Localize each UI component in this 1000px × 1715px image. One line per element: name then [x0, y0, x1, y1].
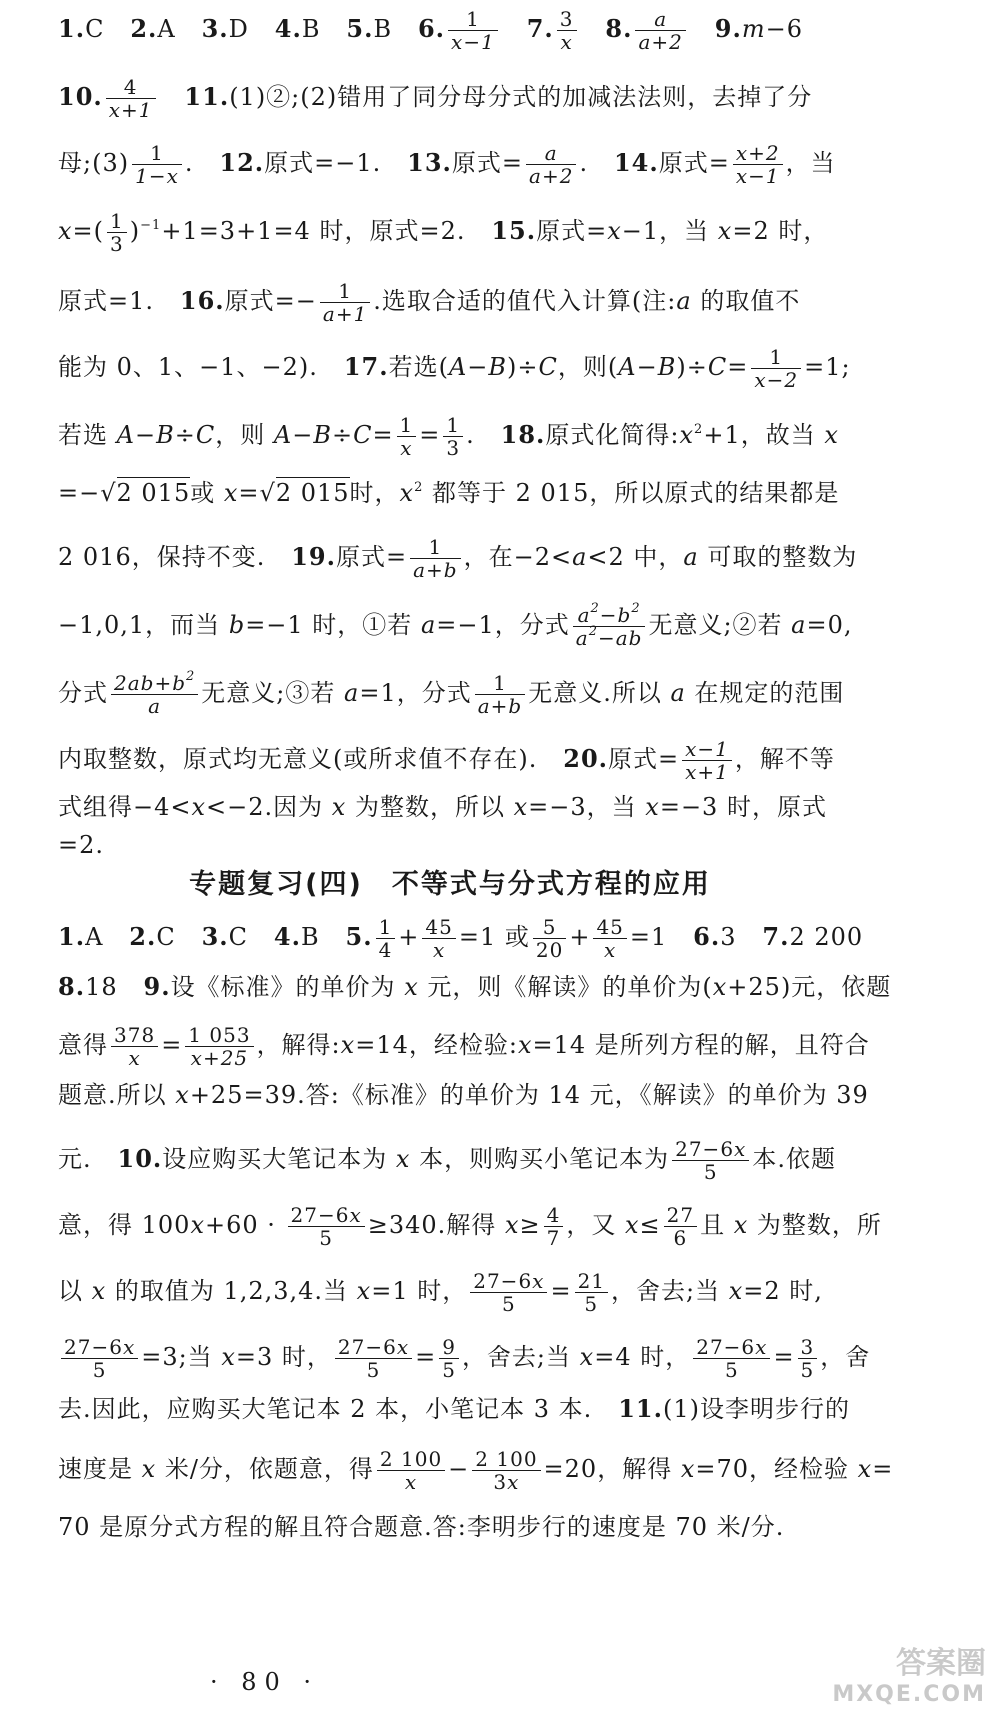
text-line: =2.: [58, 831, 105, 859]
text-line: 2 016，保持不变. 19.原式= $\frac{1}{a+b}$ ，在−2<a<2 中，a 可取的整数为: [58, 535, 858, 582]
section-title: 专题复习(四) 不等式与分式方程的应用: [189, 869, 711, 900]
text-line: 1.C 2.A 3.D 4.B 5.B 6. $\frac{1}{x-1}$ 7. $\frac{3}{x}$ 8. $\frac{a}{a+2}$ 9.m−6: [58, 7, 803, 54]
text-line: 意，得 100x+60 · $\frac{27-6x}{5}$ ≥340.解得 x≥ $\frac{4}{7}$ ，又 x≤ $\frac{27}{6}$ 且 x 为整数，所: [58, 1203, 882, 1250]
text-line: 母;(3) $\frac{1}{1-x}$ . 12.原式=−1. 13.原式= $\frac{a}{a+2}$ . 14.原式= $\frac{x+2}{x-1}$ ，当: [58, 141, 836, 188]
text-line: 若选 A−B÷C，则 A−B÷C= $\frac{1}{x}$ = $\frac{1}{3}$ . 18.原式化简得$:x^2+1$，故当 x: [58, 413, 839, 460]
text-line: −1,0,1，而当 b=−1 时，①若 a=−1，分式 $\frac{a^2-b^2}{a^2-ab}$ 无意义;②若 a=0,: [58, 601, 853, 650]
text-line: 8.18 9.设《标准》的单价为 x 元，则《解读》的单价为(x+25)元，依题: [58, 972, 892, 1001]
text-line: 1.A 2.C 3.C 4.B 5. $\frac{1}{4}$ + $\frac{45}{x}$ =1 或 $\frac{5}{20}$ + $\frac{45}{x}$ =1 6.3 7.2 200: [58, 915, 864, 962]
page-number: · 80 ·: [210, 1668, 320, 1696]
watermark-url: MXQE.COM: [832, 1682, 986, 1707]
text-line: 去.因此，应购买大笔记本 2 本，小笔记本 3 本. 11.(1)设李明步行的: [58, 1394, 850, 1423]
text-line: 70 是原分式方程的解且符合题意.答:李明步行的速度是 70 米/分.: [58, 1513, 785, 1541]
text-line: =−√2 015或 x=√2 015时，$x^2$ 都等于 2 015，所以原式的结果都是: [58, 479, 840, 507]
text-line: 10. $\frac{4}{x+1}$ 11.(1)②;(2)错用了同分母分式的加减法法则，去掉了分: [58, 75, 813, 122]
watermark-text: 答案圈: [896, 1646, 986, 1681]
text-line: 意得 $\frac{378}{x}$ = $\frac{1 053}{x+25}$ ，解得:x=14，经检验:x=14 是所列方程的解，且符合: [58, 1023, 870, 1070]
text-line: 速度是 x 米/分，依题意，得 $\frac{2 100}{x}$ − $\frac{2 100}{3x}$ =20，解得 x=70，经检验 x=: [58, 1447, 894, 1494]
text-line: x=( $\frac{1}{3}$ )$^{-1}$+1=3+1=4 时，原式=2. 15.原式=x−1，当 x=2 时，: [58, 209, 829, 256]
text-line: 内取整数，原式均无意义(或所求值不存在). 20.原式= $\frac{x-1}{x+1}$ ，解不等: [58, 737, 835, 784]
watermark-logo: [832, 1638, 986, 1707]
text-line: 元. 10.设应购买大笔记本为 x 本，则购买小笔记本为 $\frac{27-6x}{5}$ 本.依题: [58, 1137, 836, 1184]
text-line: 能为 0、1、−1、−2). 17.若选(A−B)÷C，则(A−B)÷C= $\frac{1}{x-2}$ =1;: [58, 345, 851, 392]
text-line: 原式=1. 16.原式=− $\frac{1}{a+1}$ .选取合适的值代入计算(注:a 的取值不: [58, 279, 801, 326]
text-line: 以 x 的取值为 1,2,3,4.当 x=1 时， $\frac{27-6x}{5}$ = $\frac{21}{5}$ ，舍去;当 x=2 时,: [58, 1269, 823, 1316]
text-line: 分式 $\frac{2ab+b^2}{a}$ 无意义;③若 a=1，分式 $\frac{1}{a+b}$ 无意义.所以 a 在规定的范围: [58, 669, 845, 718]
text-line: 式组得−4<x<−2.因为 x 为整数，所以 x=−3，当 x=−3 时，原式: [58, 793, 827, 821]
text-line: $\frac{27-6x}{5}$ =3;当 x=3 时， $\frac{27-6x}{5}$ = $\frac{9}{5}$ ，舍去;当 x=4 时， $\frac{27-6x}{5}$ = $\frac{3}{5}$ ，舍: [58, 1336, 918, 1381]
text-line: 题意.所以 x+25=39.答:《标准》的单价为 14 元，《解读》的单价为 39: [58, 1081, 869, 1109]
